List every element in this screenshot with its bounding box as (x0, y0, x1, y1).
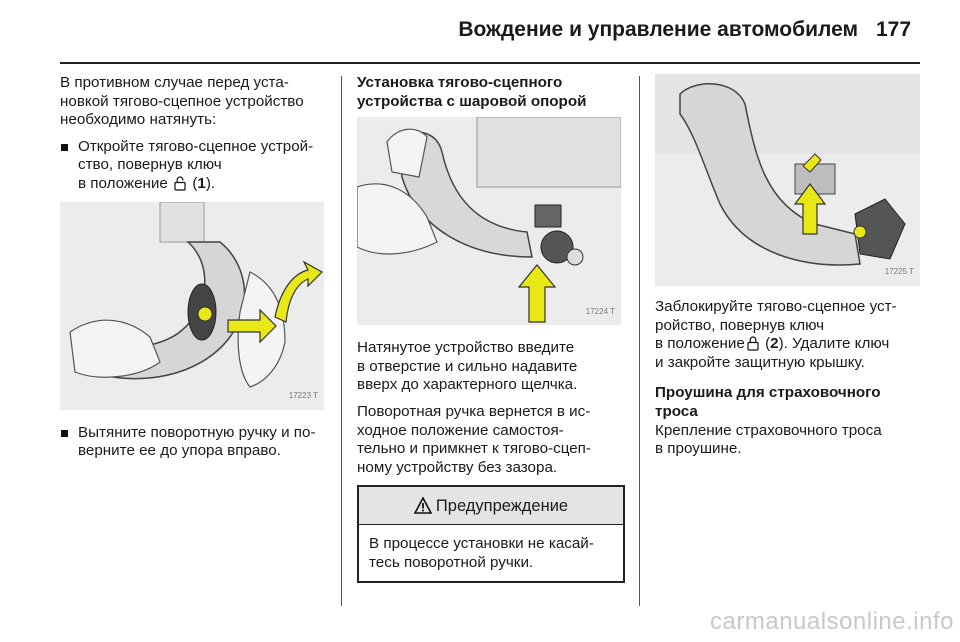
bullet-square-icon (61, 430, 68, 437)
column-2 (357, 74, 625, 583)
header-rule (60, 62, 920, 64)
column-divider-2 (639, 76, 640, 606)
section-heading: Установка тягово-сцепного устройства с шаровой опорой (357, 74, 587, 110)
position-number: 1 (197, 174, 206, 192)
warning-title: Предупреждение (435, 496, 569, 515)
warning-text: В процессе установки не касай- тесь поворотной ручки. (369, 535, 594, 571)
warning-header (359, 487, 623, 525)
paragraph (655, 298, 923, 372)
ref-open: ( (760, 335, 771, 353)
arrow-curved-shape (275, 262, 322, 322)
paragraph: Крепление страховочного троса в проушине. (655, 421, 882, 458)
tow-hook-illustration (357, 117, 621, 325)
intro-text: В противном случае перед уста- новкой тягово-сцепное устройство необходимо натянуть: (60, 74, 304, 129)
bullet-text: Вытяните поворотную ручку и по- верните ее до упора вправо. (78, 423, 316, 460)
ref-close: ). (205, 174, 216, 192)
tow-hook-illustration (655, 74, 920, 286)
figure-release-knob (60, 202, 324, 410)
tow-hook-illustration (60, 202, 324, 410)
unlocked-padlock-icon (174, 176, 186, 191)
figure-lock-hook (655, 74, 920, 286)
watermark: carmanualsonline.info (710, 608, 954, 635)
column-divider-1 (341, 76, 342, 606)
page-header-title: Вождение и управление автомобилем (458, 18, 858, 41)
page-number: 177 (876, 18, 912, 41)
position-number: 2 (770, 335, 779, 353)
column-1 (60, 74, 332, 469)
paragraph: Поворотная ручка вернется в ис- ходное положение самостоя- тельно и примкнет к тягово-сцеп- ному устройству без зазора. (357, 402, 591, 476)
ref-close-text: ). Удалите ключ и закройте защитную крышку. (655, 335, 890, 371)
ref-open: ( (188, 174, 198, 192)
bullet-square-icon (61, 144, 68, 151)
paragraph: Натянутое устройство введите в отверстие и сильно надавите вверх до характерного щелчка. (357, 339, 578, 394)
figure-code: 17225 T (884, 267, 914, 277)
column-3 (655, 74, 923, 467)
warning-triangle-icon (414, 497, 432, 514)
section-heading: Проушина для страховочного троса (655, 384, 881, 420)
bullet-text: Откройте тягово-сцепное устрой- ство, повернув ключ в положение (78, 137, 314, 192)
paragraph-text: Заблокируйте тягово-сцепное уст- ройство, повернув ключ в положение (655, 298, 897, 353)
figure-insert-hook (357, 117, 621, 325)
bullet-item (60, 138, 332, 194)
figure-code: 17224 T (585, 306, 615, 316)
bullet-item (60, 424, 332, 461)
arrow-up-shape (519, 265, 555, 322)
warning-box (357, 485, 625, 582)
locked-padlock-icon (747, 336, 759, 351)
figure-code: 17223 T (288, 390, 318, 400)
